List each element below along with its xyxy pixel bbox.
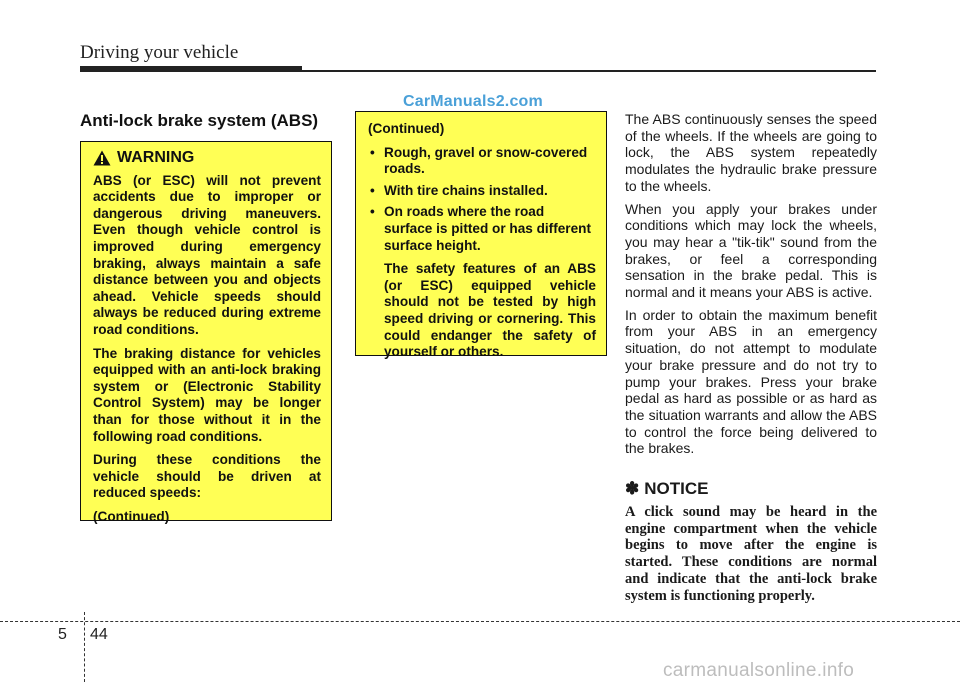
warning-box [80, 141, 332, 524]
continued-box [355, 111, 607, 360]
list-item: • With tire chains installed. [368, 183, 596, 200]
page-number: 44 [90, 626, 108, 643]
list-item: • On roads where the road surface is pitted or has different surface height. [368, 204, 596, 254]
warning-title: WARNING [117, 149, 195, 166]
header-title: Driving your vehicle [80, 42, 239, 63]
watermark-link[interactable]: CarManuals2.com [403, 93, 543, 110]
notice-text: A click sound may be heard in the engine compartment when the vehicle begins to move after the engine is started. These conditions are normal and indicate that the anti-lock brake system is functioning properly. [625, 503, 877, 604]
warning-continued: (Continued) [93, 508, 170, 524]
site-watermark: carmanualsonline.info [663, 660, 855, 681]
header-rule [80, 70, 876, 72]
notice-header [625, 481, 877, 498]
warning-header [93, 150, 321, 167]
body-paragraph: When you apply your brakes under conditions which may lock the wheels, you may hear a "tik-tik" sound from the brakes, or feel a corresponding sensation in the brake pedal. This is normal and it means your ABS is active. [625, 200, 877, 301]
continued-heading: (Continued) [368, 121, 445, 136]
safety-note: The safety features of an ABS (or ESC) equipped vehicle should not be tested by high speed driving or cornering. This could endanger the safety of yourself or others. [384, 261, 596, 360]
warning-paragraph: During these conditions the vehicle should be driven at reduced speeds: [93, 452, 321, 501]
warning-icon [93, 150, 111, 166]
footer-rule [0, 621, 960, 622]
list-item: • Rough, gravel or snow-covered roads. [368, 145, 596, 178]
condition-list [368, 145, 596, 255]
body-paragraph: The ABS continuously senses the speed of the wheels. If the wheels are going to lock, the ABS system repeatedly modulates the hydraulic brake pressure to the wheels. [625, 111, 877, 194]
warning-paragraph: ABS (or ESC) will not prevent accidents due to improper or dangerous driving maneuvers. Even though vehicle control is improved during emergency braking, always maintain a safe distance between you and objects ahead. Vehicle speeds should always be reduced during extreme road conditions. [93, 172, 321, 337]
asterisk-icon: ✽ [625, 479, 640, 499]
body-column [625, 111, 877, 611]
section-title: Anti-lock brake system (ABS) [80, 111, 319, 130]
warning-paragraph: The braking distance for vehicles equipped with an anti-lock braking system or (Electronic Stability Control System) may be longer than for those without it in the following road conditions. [93, 345, 321, 444]
body-paragraph: In order to obtain the maximum benefit from your ABS in an emergency situation, do not attempt to modulate your brake pressure and do not try to pump your brakes. Press your brake pedal as hard as possible or as hard as the situation warrants and allow the ABS to control the force being delivered to the brakes. [625, 306, 877, 457]
notice-title: NOTICE [644, 479, 709, 499]
footer-divider [84, 612, 85, 682]
chapter-number: 5 [58, 626, 67, 643]
